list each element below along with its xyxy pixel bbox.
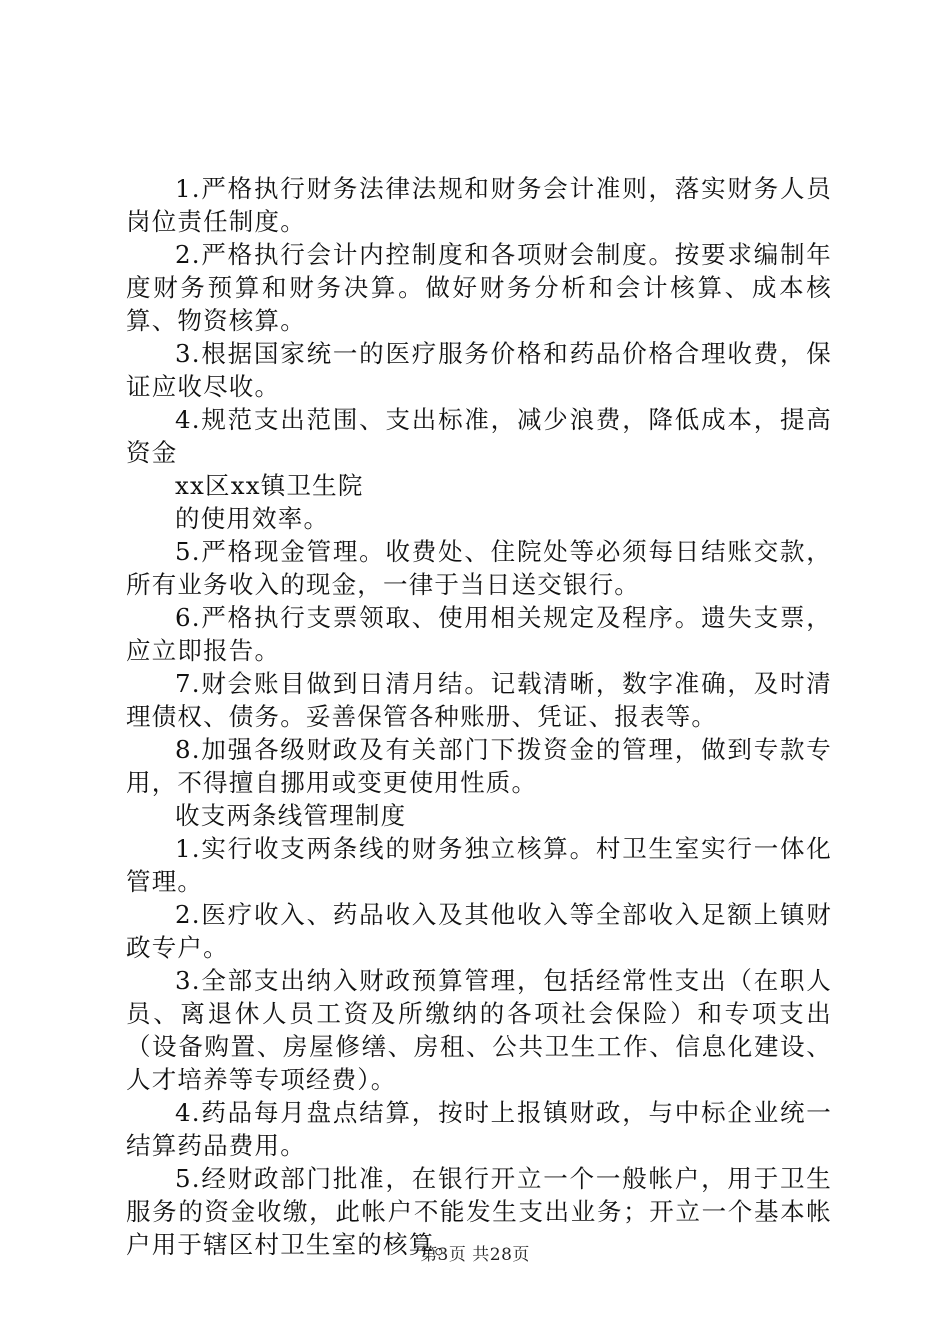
page-number-footer: 第3页 共28页	[420, 1245, 530, 1265]
paragraph: 7.财会账目做到日清月结。记载清晰，数字准确，及时清理债权、债务。妥善保管各种账册、凭证、报表等。	[126, 669, 832, 731]
paragraph: 8.加强各级财政及有关部门下拨资金的管理，做到专款专用，不得擅自挪用或变更使用性质。	[126, 735, 832, 797]
paragraph: 2.医疗收入、药品收入及其他收入等全部收入足额上镇财政专户。	[126, 900, 832, 962]
paragraph: xx区xx镇卫生院	[175, 471, 364, 500]
paragraph: 2.严格执行会计内控制度和各项财会制度。按要求编制年度财务预算和财务决算。做好财务分析和会计核算、成本核算、物资核算。	[126, 240, 832, 335]
paragraph: 1.严格执行财务法律法规和财务会计准则，落实财务人员岗位责任制度。	[126, 174, 832, 236]
paragraph: 的使用效率。	[175, 504, 330, 533]
paragraph: 5.经财政部门批准，在银行开立一个一般帐户，用于卫生服务的资金收缴，此帐户不能发生支出业务；开立一个基本帐户用于辖区村卫生室的核算。	[126, 1164, 832, 1259]
section-heading: 收支两条线管理制度	[175, 801, 407, 830]
paragraph: 4.药品每月盘点结算，按时上报镇财政，与中标企业统一结算药品费用。	[126, 1098, 832, 1160]
paragraph: 3.根据国家统一的医疗服务价格和药品价格合理收费，保证应收尽收。	[126, 339, 832, 401]
paragraph: 3.全部支出纳入财政预算管理，包括经常性支出（在职人员、离退休人员工资及所缴纳的各项社会保险）和专项支出（设备购置、房屋修缮、房租、公共卫生工作、信息化建设、人才培养等专项经费）。	[126, 966, 832, 1094]
paragraph: 4.规范支出范围、支出标准，减少浪费，降低成本，提高资金	[126, 405, 832, 467]
paragraph: 6.严格执行支票领取、使用相关规定及程序。遗失支票，应立即报告。	[126, 603, 832, 665]
paragraph: 5.严格现金管理。收费处、住院处等必须每日结账交款，所有业务收入的现金，一律于当日送交银行。	[126, 537, 832, 599]
paragraph: 1.实行收支两条线的财务独立核算。村卫生室实行一体化管理。	[126, 834, 832, 896]
document-body	[126, 172, 832, 1261]
